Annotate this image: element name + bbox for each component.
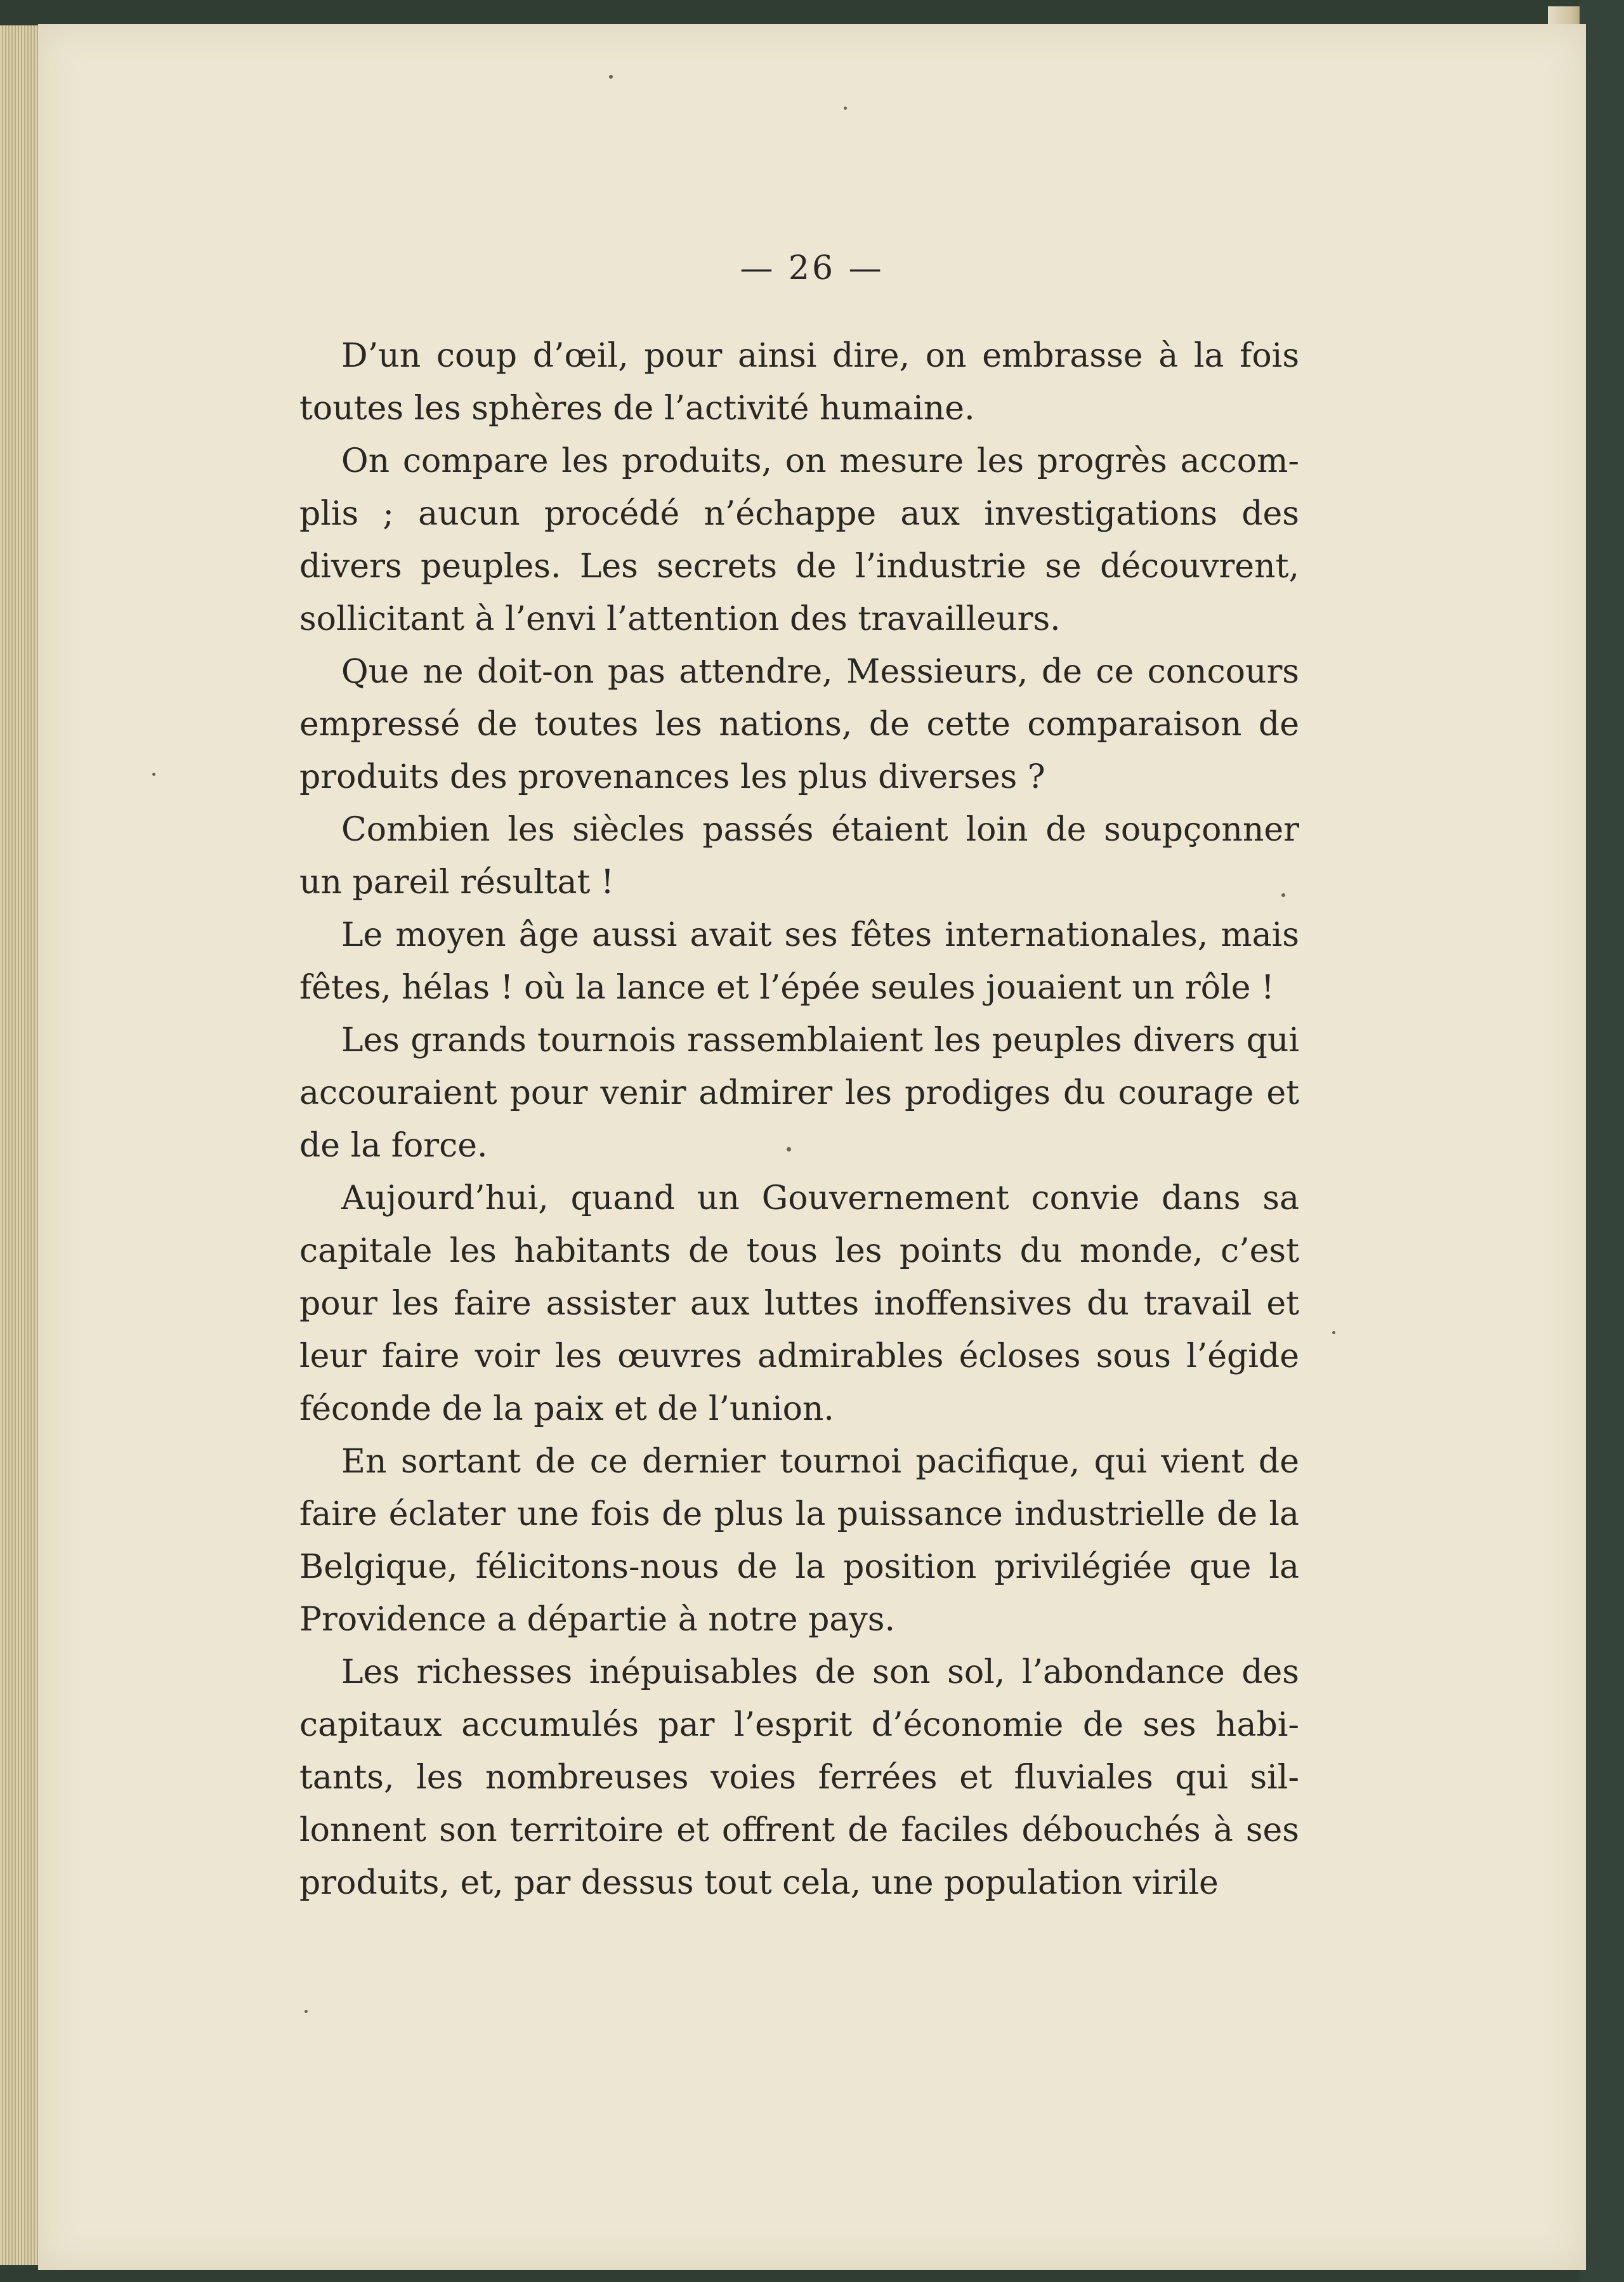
paragraph: Le moyen âge aussi avait ses fêtes internationales, mais fêtes, hélas ! où la lance et l’épée seules jouaient un rôle ! — [299, 916, 1299, 1007]
paper-speck — [1332, 1331, 1335, 1334]
page-number: — 26 — — [740, 249, 884, 287]
paragraph: Les richesses inépuisables de son sol, l’abondance des capitaux accumulés par l’esprit d’économie de ses habitants, les nombreuses voies ferrées et fluviales qui sillonnent son territoire et offrent de faciles débouchés à ses produits, et, par dessus tout cela, une population virile — [299, 1653, 1299, 1902]
paragraph: On compare les produits, on mesure les progrès accomplis ; aucun procédé n’échappe aux investigations des divers peuples. Les secrets de l’industrie se découvrent, sollicitant à l’envi l’attention des travailleurs. — [299, 442, 1299, 638]
book-spine-edge — [1580, 0, 1624, 2282]
paragraph: D’un coup d’œil, pour ainsi dire, on embrasse à la fois toutes les sphères de l’activité humaine. — [299, 337, 1299, 428]
paragraph: En sortant de ce dernier tournoi pacifique, qui vient de faire éclater une fois de plus la puissance industrielle de la Belgique, félicitons-nous de la position privilégiée que la Providence a départie à notre pays. — [299, 1443, 1299, 1639]
paper-speck — [304, 2010, 308, 2013]
paragraph: Combien les siècles passés étaient loin de soupçonner un pareil résultat ! — [299, 811, 1299, 902]
paper-speck — [844, 107, 847, 110]
paper-speck — [152, 773, 155, 776]
paragraph: Que ne doit-on pas attendre, Messieurs, de ce concours empressé de toutes les nations, de cette comparaison de produits des provenances les plus diverses ? — [299, 653, 1299, 796]
body-text — [299, 330, 1299, 1910]
paragraph: Aujourd’hui, quand un Gouvernement convie dans sa capitale les habitants de tous les points du monde, c’est pour les faire assister aux luttes inoffensives du travail et leur faire voir les œuvres admirables écloses sous l’égide féconde de la paix et de l’union. — [299, 1179, 1299, 1428]
paper-speck — [609, 75, 613, 79]
paragraph: Les grands tournois rassemblaient les peuples divers qui accouraient pour venir admirer les prodiges du courage et de la force. — [299, 1021, 1299, 1165]
